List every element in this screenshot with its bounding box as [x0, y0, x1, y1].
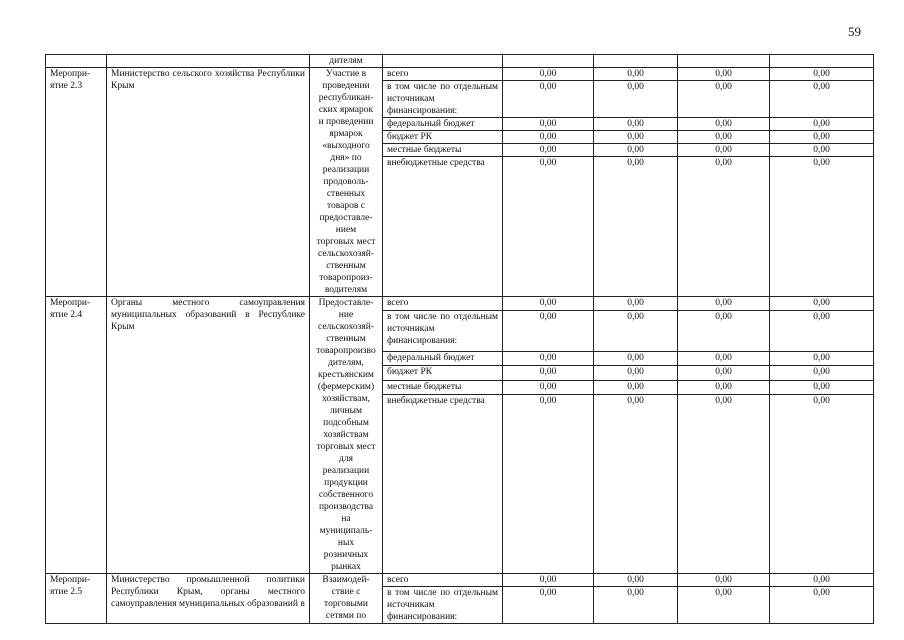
event-name: Предоставле- ние сельскохозяй- ственным товаропроизво дителям, крестьянским (фермерским) хозяйствам, личным подсобным хозяйствам торговых мест для реализации продукции собственного производства на муниципаль- ных розничных рынках: [310, 297, 383, 574]
value-cell: [678, 55, 770, 68]
funding-value: 0,00: [594, 394, 678, 573]
funding-source-label: местные бюджеты: [383, 144, 503, 157]
funding-value: 0,00: [594, 574, 678, 587]
executor-name: Министерство сельского хозяйства Республики Крым: [107, 68, 310, 297]
funding-value: 0,00: [678, 131, 770, 144]
funding-value: 0,00: [770, 118, 874, 131]
funding-value: 0,00: [503, 394, 594, 573]
funding-value: 0,00: [770, 587, 874, 624]
funding-value: 0,00: [594, 144, 678, 157]
funding-value: 0,00: [594, 587, 678, 624]
funding-value: 0,00: [678, 574, 770, 587]
funding-source-label: в том числе по отдельным источникам финансирования:: [383, 587, 503, 624]
code-cell: [46, 55, 107, 68]
funding-source-label: федеральный бюджет: [383, 351, 503, 365]
funding-value: 0,00: [678, 351, 770, 365]
table-row: [46, 68, 874, 81]
funding-value: 0,00: [678, 366, 770, 380]
table-row: [46, 574, 874, 587]
funding-value: 0,00: [594, 311, 678, 352]
funding-value: 0,00: [678, 587, 770, 624]
funding-value: 0,00: [770, 574, 874, 587]
funding-value: 0,00: [770, 380, 874, 394]
funding-value: 0,00: [770, 131, 874, 144]
funding-value: 0,00: [503, 297, 594, 311]
funding-value: 0,00: [678, 311, 770, 352]
funding-value: 0,00: [770, 311, 874, 352]
funding-value: 0,00: [594, 68, 678, 81]
funding-value: 0,00: [678, 394, 770, 573]
funding-value: 0,00: [503, 157, 594, 297]
executor-name: Министерство промышленной политики Республики Крым, органы местного самоуправления муниципальных образований в: [107, 574, 310, 624]
funding-value: 0,00: [594, 118, 678, 131]
funding-value: 0,00: [503, 366, 594, 380]
funding-value: 0,00: [770, 81, 874, 118]
funding-value: 0,00: [678, 157, 770, 297]
funding-value: 0,00: [503, 118, 594, 131]
funding-value: 0,00: [678, 297, 770, 311]
funding-source-label: федеральный бюджет: [383, 118, 503, 131]
funding-value: 0,00: [594, 366, 678, 380]
funding-value: 0,00: [594, 157, 678, 297]
executor-name: Органы местного самоуправления муниципальных образований в Республике Крым: [107, 297, 310, 574]
funding-source-label: бюджет РК: [383, 131, 503, 144]
funding-source-label: внебюджетные средства: [383, 394, 503, 573]
funding-value: 0,00: [594, 81, 678, 118]
funding-value: 0,00: [770, 157, 874, 297]
value-cell: [770, 55, 874, 68]
funding-value: 0,00: [503, 68, 594, 81]
value-cell: [503, 55, 594, 68]
source-cell: [383, 55, 503, 68]
funding-value: 0,00: [594, 351, 678, 365]
event-code: Меропри- ятие 2.4: [46, 297, 107, 574]
funding-value: 0,00: [594, 131, 678, 144]
funding-source-label: местные бюджеты: [383, 380, 503, 394]
funding-value: 0,00: [503, 131, 594, 144]
funding-value: 0,00: [770, 297, 874, 311]
funding-source-label: всего: [383, 297, 503, 311]
executor-cell: [107, 55, 310, 68]
funding-value: 0,00: [770, 351, 874, 365]
funding-value: 0,00: [678, 118, 770, 131]
funding-value: 0,00: [503, 311, 594, 352]
funding-value: 0,00: [770, 366, 874, 380]
value-cell: [594, 55, 678, 68]
funding-value: 0,00: [678, 81, 770, 118]
funding-source-label: в том числе по отдельным источникам финансирования:: [383, 311, 503, 352]
funding-source-label: всего: [383, 574, 503, 587]
event-name: Взаимодей- ствие с торговыми сетями по: [310, 574, 383, 624]
event-name: Участие в проведении республикан- ских ярмарок и проведении ярмарок «выходного дня» по реализации продоволь- ственных товаров с предоставле- нием торговых мест сельскохозяй- ственным товаропроиз- водителям: [310, 68, 383, 297]
funding-value: 0,00: [594, 297, 678, 311]
funding-value: 0,00: [503, 81, 594, 118]
funding-value: 0,00: [678, 144, 770, 157]
budget-table: [45, 54, 874, 624]
event-name-continuation: дителям: [310, 55, 383, 68]
funding-value: 0,00: [503, 380, 594, 394]
funding-value: 0,00: [594, 380, 678, 394]
funding-value: 0,00: [503, 351, 594, 365]
funding-value: 0,00: [770, 68, 874, 81]
funding-value: 0,00: [503, 574, 594, 587]
funding-source-label: бюджет РК: [383, 366, 503, 380]
funding-value: 0,00: [503, 144, 594, 157]
funding-value: 0,00: [678, 68, 770, 81]
page-number: 59: [848, 24, 861, 39]
event-code: Меропри- ятие 2.3: [46, 68, 107, 297]
funding-value: 0,00: [770, 144, 874, 157]
continuation-row: [46, 55, 874, 68]
funding-value: 0,00: [503, 587, 594, 624]
funding-source-label: внебюджетные средства: [383, 157, 503, 297]
funding-value: 0,00: [678, 380, 770, 394]
table-row: [46, 297, 874, 311]
funding-value: 0,00: [770, 394, 874, 573]
event-code: Меропри- ятие 2.5: [46, 574, 107, 624]
funding-source-label: в том числе по отдельным источникам финансирования:: [383, 81, 503, 118]
funding-source-label: всего: [383, 68, 503, 81]
